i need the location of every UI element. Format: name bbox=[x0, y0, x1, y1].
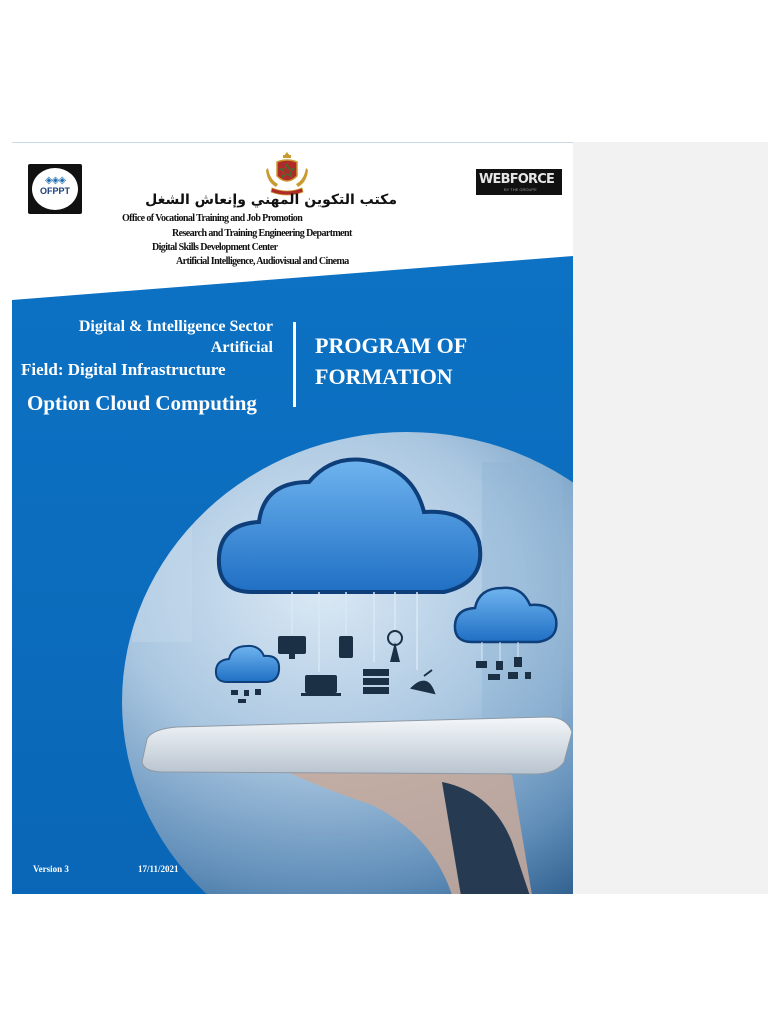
cloud-computing-illustration bbox=[12, 142, 573, 894]
webforce-logo-subtext: BY THE GROUPE bbox=[504, 187, 537, 192]
program-title-line-2: FORMATION bbox=[315, 364, 453, 389]
program-title-line-1: PROGRAM OF bbox=[315, 333, 468, 358]
option-title: Option Cloud Computing bbox=[27, 391, 257, 415]
tablet-icon bbox=[339, 636, 353, 658]
document-page bbox=[12, 142, 573, 894]
date-label: 17/11/2021 bbox=[138, 864, 179, 874]
org-line-3: Digital Skills Development Center bbox=[152, 242, 278, 253]
org-line-1: Office of Vocational Training and Job Promotion bbox=[122, 213, 303, 224]
ofppt-logo-marks: ◈◈◈ bbox=[44, 175, 66, 186]
sector-line-1: Digital & Intelligence Sector bbox=[78, 318, 273, 335]
org-line-4: Artificial Intelligence, Audiovisual and Cinema bbox=[176, 256, 349, 267]
field-title: Field: Digital Infrastructure bbox=[21, 360, 226, 379]
monitor-icon bbox=[278, 636, 306, 654]
sector-title bbox=[79, 316, 273, 358]
program-title bbox=[315, 330, 467, 392]
server-icon bbox=[363, 669, 389, 676]
sector-line-2: Artificial bbox=[210, 339, 273, 356]
org-line-2: Research and Training Engineering Department bbox=[172, 228, 352, 239]
webforce-logo-text: WEBFORCE bbox=[479, 172, 555, 187]
laptop-icon bbox=[305, 675, 337, 693]
version-label: Version 3 bbox=[33, 864, 69, 874]
side-panel bbox=[573, 142, 768, 894]
vertical-divider bbox=[293, 322, 296, 407]
ofppt-logo-text: OFPPT bbox=[39, 186, 70, 196]
arabic-title: مكتب التكوين المهني وإنعاش الشغل bbox=[145, 192, 397, 208]
